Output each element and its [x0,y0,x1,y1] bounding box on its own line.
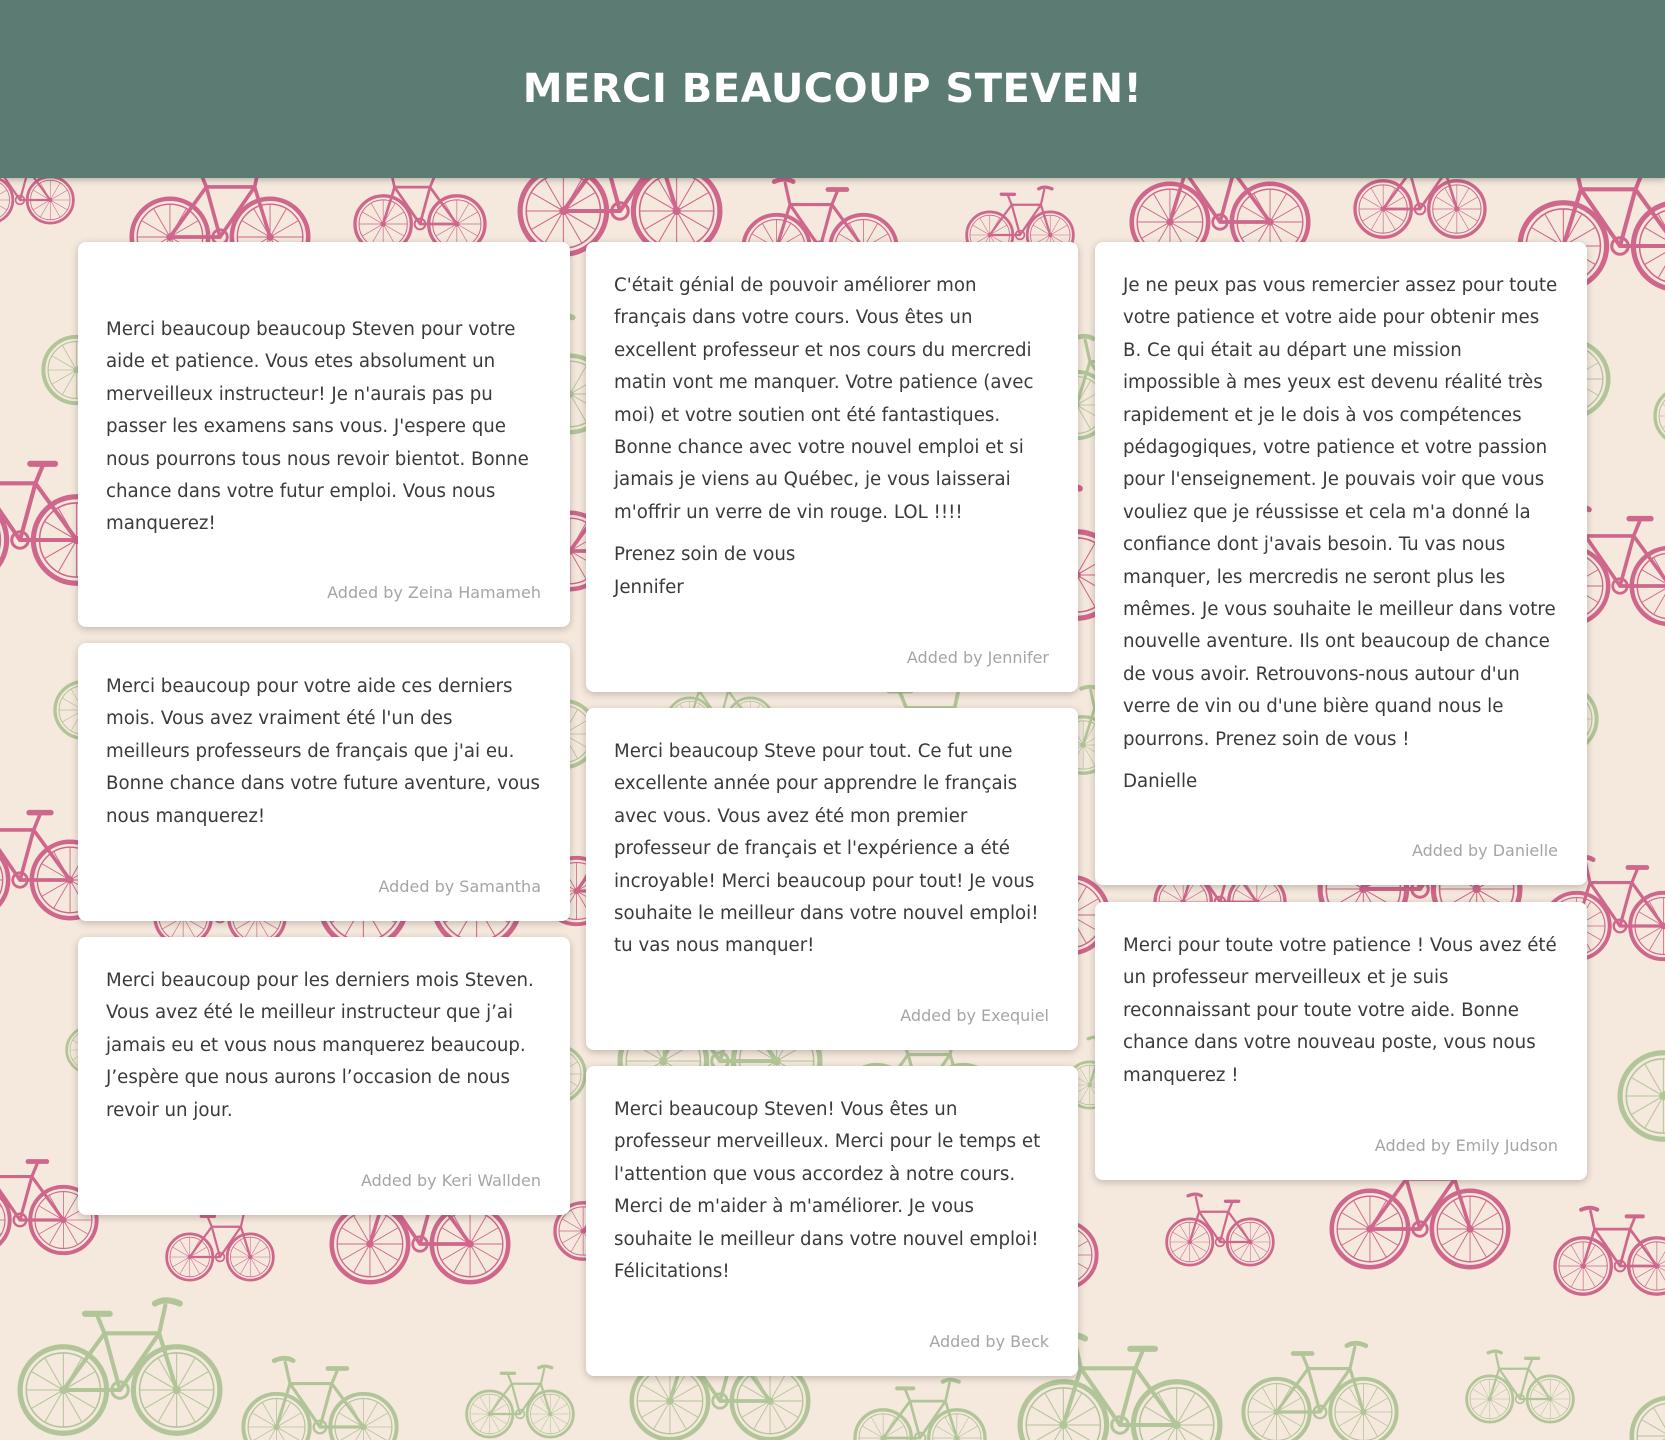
note-card[interactable] [586,242,1078,692]
note-message [614,1094,1049,1288]
page-title: MERCI BEAUCOUP STEVEN! [522,66,1143,112]
note-author: Added by Samantha [378,877,541,896]
note-author: Added by Jennifer [906,648,1049,667]
note-message [1123,930,1558,1092]
note-message [614,270,1049,604]
note-card[interactable] [78,643,570,921]
note-card[interactable] [1095,242,1587,885]
note-text: C'était génial de pouvoir améliorer mon français dans votre cours. Vous êtes un excellent professeur et nos cours du mercredi matin vont me manquer. Votre patience (avec moi) et votre soutien ont été fantastiques. Bonne chance avec votre nouvel emploi et si jamais je viens au Québec, je vous laisserai m'offrir un verre de vin rouge. LOL !!!! [614,275,1034,523]
note-text: Merci beaucoup pour votre aide ces derniers mois. Vous avez vraiment été l'un des meilleurs professeurs de français que j'ai eu. Bonne chance dans votre future aventure, vous nous manquerez! [106,676,540,827]
note-author: Added by Emily Judson [1374,1136,1558,1155]
note-text: Merci beaucoup Steve pour tout. Ce fut une excellente année pour apprendre le français avec vous. Vous avez été mon premier professeur de français et l'expérience a été incroyable! Merci beaucoup pour tout! Je vous souhaite le meilleur dans votre nouvel emploi! tu vas nous manquer! [614,741,1039,957]
note-text: Je ne peux pas vous remercier assez pour toute votre patience et votre aide pour obtenir mes B. Ce qui était au départ une mission impossible à mes yeux est devenu réalité très rapidement et je le dois à vos compétences pédagogiques, votre patience et votre passion pour l'enseignement. Je pouvais voir que vous vouliez que je réussisse et cela m'a donné la confiance dont j'avais besoin. Tu vas nous manquer, les mercredis ne seront plus les mêmes. Je vous souhaite le meilleur dans votre nouvelle aventure. Ils ont beaucoup de chance de vous avoir. Retrouvons-nous autour d'un verre de vin ou d'une bière quand nous le pourrons. Prenez soin de vous ! [1123,275,1558,750]
note-card[interactable] [586,708,1078,1050]
note-text: Merci beaucoup pour les derniers mois Steven. Vous avez été le meilleur instructeur que j’ai jamais eu et vous nous manquerez beaucoup. J’espère que nous aurons l’occasion de nous revoir un jour. [106,970,534,1121]
note-card[interactable] [78,937,570,1215]
note-signature: Danielle [1123,771,1198,793]
note-message [1123,270,1558,799]
note-message [106,671,541,833]
note-message [106,314,541,541]
note-card[interactable] [586,1066,1078,1376]
note-text: Merci pour toute votre patience ! Vous avez été un professeur merveilleux et je suis reconnaissant pour toute votre aide. Bonne chance dans votre nouveau poste, vous nous manquerez ! [1123,935,1557,1086]
note-text: Merci beaucoup beaucoup Steven pour votre aide et patience. Vous etes absolument un merveilleux instructeur! Je n'aurais pas pu passer les examens sans vous. J'espere que nous pourrons tous nous revoir bientot. Bonne chance dans votre futur emploi. Vous nous manquerez! [106,319,529,535]
note-message [614,736,1049,963]
note-card[interactable] [78,242,570,627]
note-author: Added by Beck [929,1332,1049,1351]
note-author: Added by Exequiel [900,1006,1049,1025]
note-card[interactable] [1095,902,1587,1180]
note-author: Added by Keri Wallden [360,1171,541,1190]
note-author: Added by Danielle [1411,841,1558,860]
note-text: Merci beaucoup Steven! Vous êtes un professeur merveilleux. Merci pour le temps et l'attention que vous accordez à notre cours. Merci de m'aider à m'améliorer. Je vous souhaite le meilleur dans votre nouvel emploi! Félicitations! [614,1099,1041,1283]
note-signature: Prenez soin de vous Jennifer [614,544,796,598]
note-author: Added by Zeina Hamameh [327,583,541,602]
note-message [106,965,541,1127]
